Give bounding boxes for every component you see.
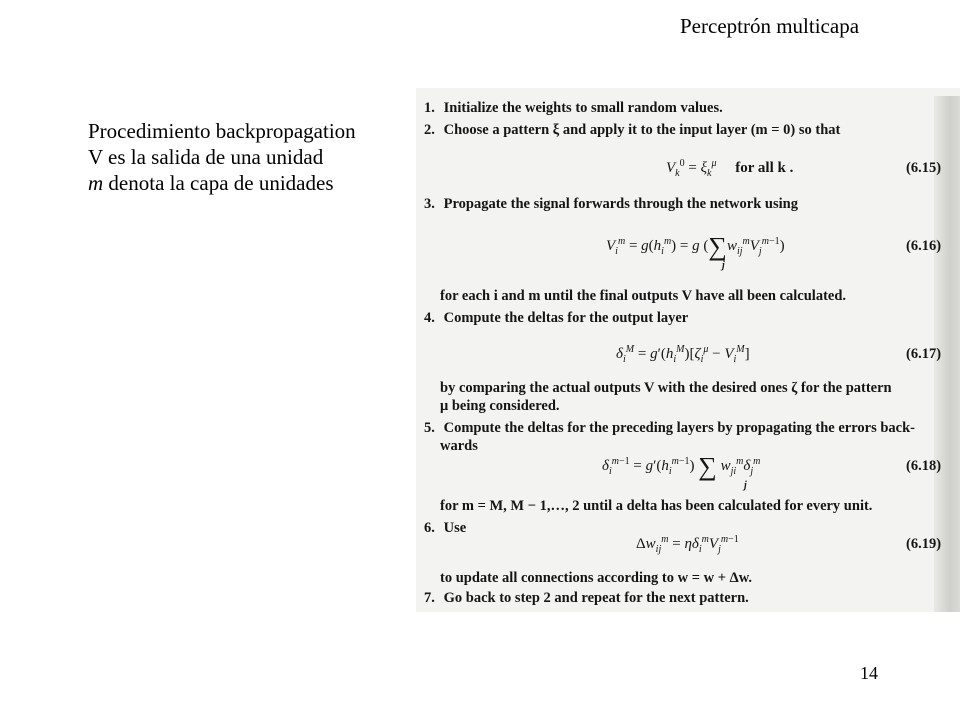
equation-6-17: $\delta_i^M = g'(h_i^M)[\zeta_i^\mu - V_i^M]$ <box>616 344 750 365</box>
step-4: 4. Compute the deltas for the output layer <box>424 310 689 326</box>
intro-text <box>88 118 356 196</box>
sum-index-j: j <box>722 260 725 271</box>
equation-6-19: $\Delta w_{ij}^m = \eta\delta_i^mV_j^{m-1}$ <box>636 534 739 555</box>
intro-line-output: V es la salida de una unidad <box>88 145 324 169</box>
step-5-range: for m = M, M − 1,…, 2 until a delta has been calculated for every unit. <box>440 498 873 514</box>
step-3-continuation: for each i and m until the final outputs V have all been calculated. <box>440 288 847 304</box>
step-4-continuation-2: μ being considered. <box>440 398 560 414</box>
step-6: 6. Use <box>424 520 467 536</box>
step-2: 2. Choose a pattern ξ and apply it to the input layer (m = 0) so that <box>424 122 841 138</box>
scanned-algorithm <box>416 88 960 612</box>
sum-index-j-2: j <box>744 480 747 491</box>
equation-number-6-17: (6.17) <box>906 346 942 362</box>
step-5: 5. Compute the deltas for the preceding layers by propagating the errors back- <box>424 420 915 436</box>
intro-var-m: m <box>88 171 104 195</box>
intro-line-layer-rest: denota la capa de unidades <box>103 171 334 195</box>
equation-number-6-18: (6.18) <box>906 458 942 474</box>
equation-number-6-16: (6.16) <box>906 238 942 254</box>
step-5-continuation: wards <box>440 438 478 454</box>
equation-number-6-19: (6.19) <box>906 536 942 552</box>
equation-6-16: $V_i^m = g(h_i^m) = g$ $(\sum w_{ij}^mV_j^{m-1})$ <box>606 232 785 261</box>
intro-line-procedure: Procedimiento backpropagation <box>88 119 356 143</box>
equation-number-6-15: (6.15) <box>906 160 942 176</box>
step-7: 7. Go back to step 2 and repeat for the next pattern. <box>424 590 749 606</box>
equation-6-18: $\delta_i^{m-1} = g'(h_i^{m-1})$ ∑ $w_{ji}^m\delta_j^m$ <box>602 452 761 481</box>
step-6-continuation: to update all connections according to w = w + Δw. <box>440 570 752 586</box>
slide-title: Perceptrón multicapa <box>680 14 860 38</box>
step-4-continuation-1: by comparing the actual outputs V with the desired ones ζ for the pattern <box>440 380 892 396</box>
intro-line-layer <box>88 170 356 196</box>
step-3: 3. Propagate the signal forwards through the network using <box>424 196 798 212</box>
equation-6-15: $V_k^0 = \xi_k^\mu$ for all k . <box>666 158 794 179</box>
step-1: 1. Initialize the weights to small random values. <box>424 100 723 116</box>
page-number: 14 <box>860 663 878 683</box>
